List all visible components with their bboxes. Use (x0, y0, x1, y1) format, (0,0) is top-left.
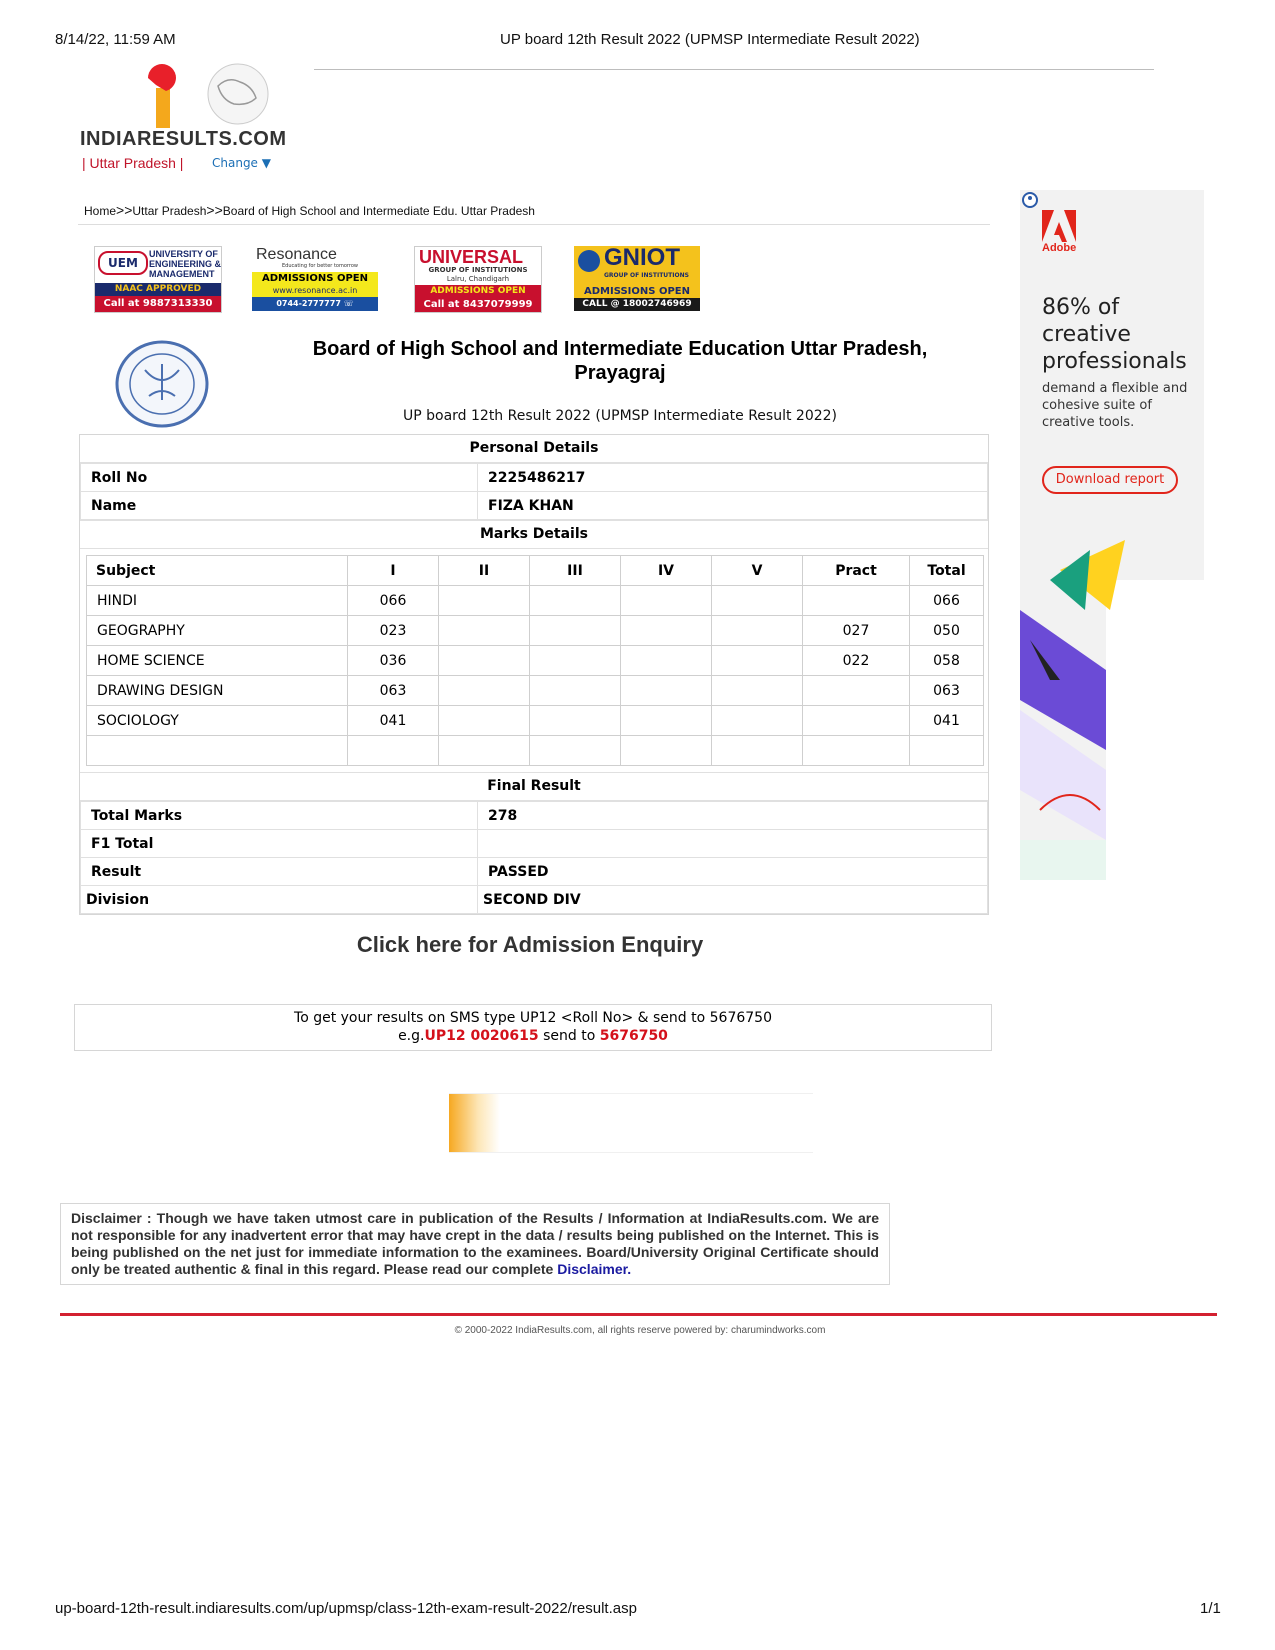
col-total: Total (910, 556, 984, 586)
sms-info-box (74, 1004, 992, 1051)
ad-illustration (1020, 550, 1204, 880)
table-row (81, 886, 988, 914)
mark-cell (439, 646, 530, 676)
mark-cell (712, 676, 803, 706)
banner-call: 0744-2777777 ☏ 7340010345 (252, 297, 378, 311)
uem-logo: UEM (98, 251, 148, 275)
mark-cell: 066 (348, 586, 439, 616)
col-subject: Subject (87, 556, 348, 586)
banner-uem[interactable] (94, 246, 222, 313)
mark-cell (348, 736, 439, 766)
banner-text: Educating for better tomorrow (282, 263, 358, 269)
breadcrumb-separator: >> (116, 202, 133, 218)
table-row (81, 830, 988, 858)
mark-cell (712, 736, 803, 766)
upmsp-seal-icon (115, 340, 209, 428)
mark-cell (439, 586, 530, 616)
mark-cell (439, 616, 530, 646)
banner-resonance[interactable] (252, 246, 378, 322)
col-ii: II (439, 556, 530, 586)
f1-total-label: F1 Total (81, 830, 478, 858)
mark-cell (621, 586, 712, 616)
disclaimer-text: Disclaimer : Though we have taken utmost care in publication of the Results / Information at IndiaResults.com. We are not responsible for any inadvertent error that may have crept in the data / results being published on the Internet. This is being published on the net just for immediate information to the examinees. Board/University Original Certificate should only be treated authentic & final in this regard. Please read our complete (71, 1210, 879, 1277)
breadcrumb-state[interactable]: Uttar Pradesh (132, 204, 207, 218)
name-label: Name (81, 492, 478, 520)
ad-headline: creative (1042, 322, 1131, 347)
marks-details-heading: Marks Details (80, 520, 988, 549)
division-label: Division (81, 886, 478, 914)
mark-cell (712, 586, 803, 616)
download-report-button[interactable]: Download report (1042, 466, 1178, 494)
subject-cell: DRAWING DESIGN (87, 676, 348, 706)
mark-cell: 063 (348, 676, 439, 706)
mark-cell (530, 676, 621, 706)
banner-tag: ADMISSIONS OPEN (415, 285, 541, 297)
mark-cell (803, 736, 910, 766)
change-state-link[interactable]: Change ▼ (212, 156, 271, 170)
ad-placeholder[interactable] (449, 1093, 813, 1153)
page-number: 1/1 (1200, 1600, 1221, 1617)
result-subtitle: UP board 12th Result 2022 (UPMSP Intermediate Result 2022) (402, 408, 837, 424)
mark-cell (530, 586, 621, 616)
sms-instruction: To get your results on SMS type UP12 <Roll No> & send to 5676750 (294, 1010, 772, 1026)
final-result-heading: Final Result (80, 772, 988, 801)
mark-cell (803, 676, 910, 706)
page-url: up-board-12th-result.indiaresults.com/up/upmsp/class-12th-exam-result-2022/result.asp (55, 1600, 637, 1617)
col-i: I (348, 556, 439, 586)
admission-enquiry-link[interactable]: Click here for Admission Enquiry (356, 932, 704, 957)
table-row (87, 736, 984, 766)
banner-text: Lalru, Chandigarh (446, 275, 510, 283)
mark-cell (439, 676, 530, 706)
col-iv: IV (621, 556, 712, 586)
mark-cell: 041 (348, 706, 439, 736)
mark-cell (621, 676, 712, 706)
sms-example (75, 1027, 991, 1045)
banner-universal[interactable] (414, 246, 542, 313)
mark-cell (910, 736, 984, 766)
mark-cell: 066 (910, 586, 984, 616)
division-value: SECOND DIV (478, 886, 988, 914)
mark-cell: 063 (910, 676, 984, 706)
board-title: Board of High School and Intermediate Education Uttar Pradesh, Prayagraj (312, 338, 928, 384)
sms-example-code: UP12 0020615 (424, 1028, 539, 1044)
table-row (87, 706, 984, 736)
mark-cell (712, 616, 803, 646)
ad-choices-icon[interactable] (1020, 190, 1040, 210)
mark-cell: 050 (910, 616, 984, 646)
header-divider (314, 69, 1154, 70)
table-row (81, 464, 988, 492)
table-row (81, 492, 988, 520)
result-value: PASSED (478, 858, 988, 886)
banner-tag: ADMISSIONS OPEN (584, 286, 690, 297)
banner-text: MANAGEMENT (149, 269, 215, 279)
banner-tag: NAAC APPROVED (95, 283, 221, 296)
mark-cell: 022 (803, 646, 910, 676)
table-row (87, 586, 984, 616)
table-row (81, 858, 988, 886)
adobe-brand: Adobe (1042, 242, 1077, 254)
brand-name: INDIARESULTS.COM (80, 128, 287, 150)
sms-prefix: e.g. (398, 1028, 425, 1044)
mark-cell: 058 (910, 646, 984, 676)
mark-cell (621, 646, 712, 676)
footer-divider (60, 1313, 1217, 1316)
mark-cell: 023 (348, 616, 439, 646)
mark-cell (712, 706, 803, 736)
print-doc-title: UP board 12th Result 2022 (UPMSP Intermediate Result 2022) (500, 31, 920, 48)
subject-cell: GEOGRAPHY (87, 616, 348, 646)
adobe-logo-icon (1042, 210, 1076, 242)
mark-cell: 041 (910, 706, 984, 736)
banner-text: GROUP OF INSTITUTIONS (428, 266, 528, 274)
mark-cell (803, 586, 910, 616)
gniot-emblem-icon (578, 250, 600, 272)
subject-cell: SOCIOLOGY (87, 706, 348, 736)
mark-cell (530, 646, 621, 676)
personal-details-section (79, 434, 989, 915)
copyright: © 2000-2022 IndiaResults.com, all rights reserve powered by: charumindworks.com (454, 1325, 826, 1336)
col-v: V (712, 556, 803, 586)
ad-body: demand a flexible and cohesive suite of creative tools. (1042, 381, 1188, 430)
mark-cell: 036 (348, 646, 439, 676)
resonance-logo: Resonance (256, 246, 337, 263)
total-marks-label: Total Marks (81, 802, 478, 830)
breadcrumb-board[interactable]: Board of High School and Intermediate Edu. Uttar Pradesh (222, 204, 535, 218)
mark-cell (621, 706, 712, 736)
table-row (87, 676, 984, 706)
banner-text: www.resonance.ac.in (252, 285, 378, 297)
result-label: Result (81, 858, 478, 886)
breadcrumb-separator: >> (206, 202, 223, 218)
subject-cell (87, 736, 348, 766)
personal-details-heading: Personal Details (80, 435, 988, 463)
sms-number: 5676750 (599, 1028, 668, 1044)
banner-tag: ADMISSIONS OPEN (252, 272, 378, 285)
table-row (81, 802, 988, 830)
banner-text: ENGINEERING & (149, 259, 222, 269)
banner-call: CALL @ 18002746969 (574, 298, 700, 311)
mark-cell (530, 706, 621, 736)
breadcrumb-divider (78, 224, 990, 225)
mark-cell (712, 646, 803, 676)
name-value: FIZA KHAN (478, 492, 988, 520)
sms-mid: send to (538, 1028, 600, 1044)
banner-gniot[interactable] (574, 246, 700, 311)
ad-headline: 86% of (1042, 295, 1120, 320)
banner-text: GROUP OF INSTITUTIONS (604, 272, 689, 279)
disclaimer-link[interactable]: Disclaimer. (557, 1261, 632, 1277)
disclaimer-box (60, 1203, 890, 1285)
total-marks-value: 278 (478, 802, 988, 830)
roll-value: 2225486217 (478, 464, 988, 492)
gniot-logo: GNIOT (604, 244, 680, 271)
mark-cell: 027 (803, 616, 910, 646)
universal-logo: UNIVERSAL (419, 247, 524, 267)
print-datetime: 8/14/22, 11:59 AM (55, 31, 176, 48)
mark-cell (439, 706, 530, 736)
f1-total-value (478, 830, 988, 858)
col-iii: III (530, 556, 621, 586)
state-label: | Uttar Pradesh | (82, 155, 184, 171)
subject-cell: HOME SCIENCE (87, 646, 348, 676)
mark-cell (530, 736, 621, 766)
mark-cell (439, 736, 530, 766)
ad-headline: professionals (1042, 349, 1187, 374)
adobe-ad[interactable] (1020, 190, 1204, 880)
marks-table (86, 555, 984, 766)
breadcrumb (84, 202, 535, 218)
mark-cell (530, 616, 621, 646)
mark-cell (621, 736, 712, 766)
table-header-row (87, 556, 984, 586)
banner-call: Call at 9887313330 (95, 296, 221, 312)
col-pract: Pract (803, 556, 910, 586)
subject-cell: HINDI (87, 586, 348, 616)
breadcrumb-home[interactable]: Home (84, 204, 117, 218)
table-row (87, 616, 984, 646)
mark-cell (803, 706, 910, 736)
mark-cell (621, 616, 712, 646)
table-row (87, 646, 984, 676)
banner-text: UNIVERSITY OF (149, 249, 218, 259)
roll-label: Roll No (81, 464, 478, 492)
banner-call: Call at 8437079999 (415, 297, 541, 312)
